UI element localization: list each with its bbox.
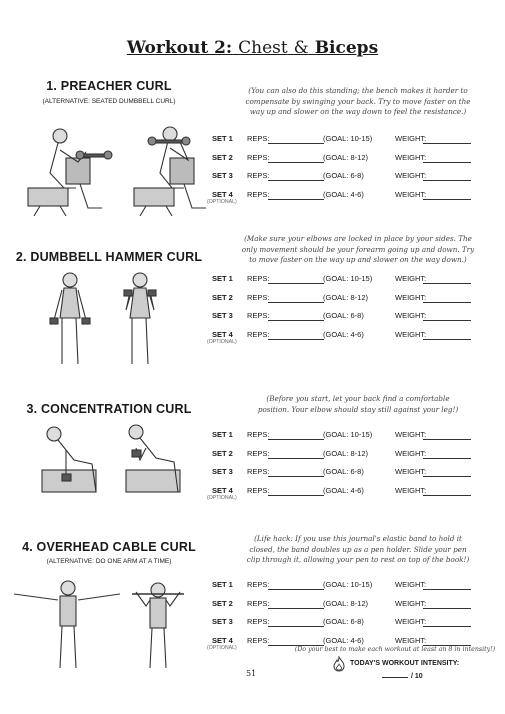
goal-label: (GOAL: 4-6)	[323, 635, 364, 645]
weight-label: WEIGHT:	[395, 485, 427, 495]
optional-label: (OPTIONAL)	[207, 644, 237, 651]
weight-input-line[interactable]	[423, 476, 471, 477]
set-label: SET 1	[212, 134, 233, 143]
reps-label: REPS:	[247, 329, 270, 339]
hammer-curl-illustration	[40, 270, 190, 368]
goal-label: (GOAL: 10-15)	[323, 134, 373, 143]
goal-label: (GOAL: 10-15)	[323, 430, 373, 439]
intensity-suffix: / 10	[411, 673, 423, 680]
reps-label: REPS:	[247, 467, 270, 476]
goal-label: (GOAL: 8-12)	[323, 292, 369, 302]
set-label: SET 4	[212, 485, 233, 495]
reps-label: REPS:	[247, 134, 270, 143]
reps-input-line[interactable]	[268, 589, 324, 590]
set-label: SET 3	[212, 467, 233, 476]
title-chest: Chest	[238, 38, 288, 58]
weight-input-line[interactable]	[423, 199, 471, 200]
weight-label: WEIGHT:	[395, 329, 427, 339]
weight-label: WEIGHT:	[395, 448, 427, 458]
reps-label: REPS:	[247, 485, 270, 495]
exercise-note: (Before you start, let your back find a comfortable position. Your elbow should stay still against your leg!)	[257, 394, 459, 414]
set-label: SET 4	[212, 635, 233, 645]
page-number: 51	[246, 669, 257, 678]
reps-input-line[interactable]	[268, 439, 324, 440]
reps-input-line[interactable]	[268, 180, 324, 181]
reps-input-line[interactable]	[268, 495, 324, 496]
reps-label: REPS:	[247, 189, 270, 199]
reps-label: REPS:	[247, 448, 270, 458]
reps-input-line[interactable]	[268, 458, 324, 459]
reps-input-line[interactable]	[268, 320, 324, 321]
goal-label: (GOAL: 10-15)	[323, 580, 373, 589]
set-label: SET 1	[212, 430, 233, 439]
set-label: SET 2	[212, 292, 233, 302]
weight-label: WEIGHT:	[395, 292, 427, 302]
title-biceps: Biceps	[314, 38, 379, 58]
preacher-curl-illustration	[20, 118, 210, 216]
set-label: SET 3	[212, 617, 233, 626]
exercise-title-overhead-cable-curl: 4. OVERHEAD CABLE CURL	[22, 540, 196, 554]
goal-label: (GOAL: 4-6)	[323, 189, 364, 199]
weight-input-line[interactable]	[423, 302, 471, 303]
reps-input-line[interactable]	[268, 626, 324, 627]
weight-input-line[interactable]	[423, 608, 471, 609]
intensity-label: TODAY'S WORKOUT INTENSITY:	[350, 660, 460, 667]
exercise-alternative: (ALTERNATIVE: SEATED DUMBBELL CURL)	[42, 98, 176, 105]
footer-note: (Do your best to make each workout at least an 8 in intensity!)	[294, 646, 496, 653]
reps-input-line[interactable]	[268, 339, 324, 340]
optional-label: (OPTIONAL)	[207, 338, 237, 345]
reps-label: REPS:	[247, 311, 270, 320]
reps-label: REPS:	[247, 171, 270, 180]
reps-label: REPS:	[247, 617, 270, 626]
exercise-title-concentration-curl: 3. CONCENTRATION CURL	[26, 402, 192, 416]
reps-label: REPS:	[247, 430, 270, 439]
goal-label: (GOAL: 6-8)	[323, 171, 364, 180]
title-prefix: Workout 2:	[126, 38, 233, 58]
reps-input-line[interactable]	[268, 162, 324, 163]
overhead-cable-curl-illustration	[8, 572, 208, 672]
page-title	[0, 38, 505, 58]
exercise-alternative: (ALTERNATIVE: DO ONE ARM AT A TIME)	[46, 558, 172, 565]
set-label: SET 2	[212, 598, 233, 608]
goal-label: (GOAL: 6-8)	[323, 467, 364, 476]
exercise-title-preacher-curl: 1. PREACHER CURL	[46, 79, 172, 93]
weight-input-line[interactable]	[423, 495, 471, 496]
weight-label: WEIGHT:	[395, 171, 427, 180]
set-label: SET 1	[212, 580, 233, 589]
weight-input-line[interactable]	[423, 162, 471, 163]
set-label: SET 4	[212, 329, 233, 339]
exercise-note: (You can also do this standing; the bench makes it harder to compensate by swinging your back. Try to move faster on the way up and slower on the way down to feel the resistance.)	[245, 86, 471, 116]
reps-label: REPS:	[247, 274, 270, 283]
weight-label: WEIGHT:	[395, 274, 427, 283]
exercise-note: (Life hack: If you use this journal's elastic band to hold it closed, the band doubles up as a pen holder. Slide your pen clip through it, allowing your pen to rest on top of the book!)	[246, 534, 470, 564]
optional-label: (OPTIONAL)	[207, 198, 237, 205]
reps-label: REPS:	[247, 292, 270, 302]
weight-label: WEIGHT:	[395, 467, 427, 476]
set-label: SET 1	[212, 274, 233, 283]
reps-input-line[interactable]	[268, 283, 324, 284]
weight-label: WEIGHT:	[395, 152, 427, 162]
weight-label: WEIGHT:	[395, 134, 427, 143]
goal-label: (GOAL: 8-12)	[323, 598, 369, 608]
weight-label: WEIGHT:	[395, 598, 427, 608]
set-label: SET 3	[212, 171, 233, 180]
exercise-title-dumbbell-hammer-curl: 2. DUMBBELL HAMMER CURL	[15, 250, 203, 264]
concentration-curl-illustration	[36, 420, 196, 500]
weight-input-line[interactable]	[423, 180, 471, 181]
weight-label: WEIGHT:	[395, 430, 427, 439]
reps-input-line[interactable]	[268, 302, 324, 303]
intensity-score	[382, 673, 423, 680]
reps-input-line[interactable]	[268, 476, 324, 477]
weight-input-line[interactable]	[423, 439, 471, 440]
set-label: SET 2	[212, 448, 233, 458]
goal-label: (GOAL: 4-6)	[323, 485, 364, 495]
weight-label: WEIGHT:	[395, 617, 427, 626]
set-label: SET 3	[212, 311, 233, 320]
goal-label: (GOAL: 8-12)	[323, 152, 369, 162]
weight-input-line[interactable]	[423, 143, 471, 144]
optional-label: (OPTIONAL)	[207, 494, 237, 501]
reps-label: REPS:	[247, 635, 270, 645]
weight-input-line[interactable]	[423, 283, 471, 284]
title-ampersand: &	[293, 38, 309, 58]
goal-label: (GOAL: 4-6)	[323, 329, 364, 339]
weight-label: WEIGHT:	[395, 635, 427, 645]
goal-label: (GOAL: 6-8)	[323, 617, 364, 626]
reps-label: REPS:	[247, 152, 270, 162]
weight-label: WEIGHT:	[395, 311, 427, 320]
goal-label: (GOAL: 6-8)	[323, 311, 364, 320]
reps-input-line[interactable]	[268, 608, 324, 609]
reps-input-line[interactable]	[268, 143, 324, 144]
goal-label: (GOAL: 10-15)	[323, 274, 373, 283]
reps-label: REPS:	[247, 598, 270, 608]
weight-label: WEIGHT:	[395, 580, 427, 589]
weight-input-line[interactable]	[423, 626, 471, 627]
reps-input-line[interactable]	[268, 199, 324, 200]
weight-label: WEIGHT:	[395, 189, 427, 199]
weight-input-line[interactable]	[423, 589, 471, 590]
weight-input-line[interactable]	[423, 458, 471, 459]
weight-input-line[interactable]	[423, 320, 471, 321]
reps-label: REPS:	[247, 580, 270, 589]
set-label: SET 2	[212, 152, 233, 162]
exercise-note: (Make sure your elbows are locked in place by your sides. The only movement should be your forearm going up and down. Try to move faster on the way up and slower on the way down.)	[241, 234, 475, 264]
goal-label: (GOAL: 8-12)	[323, 448, 369, 458]
set-label: SET 4	[212, 189, 233, 199]
weight-input-line[interactable]	[423, 339, 471, 340]
flame-icon	[332, 656, 346, 672]
intensity-input-line[interactable]	[382, 677, 408, 678]
